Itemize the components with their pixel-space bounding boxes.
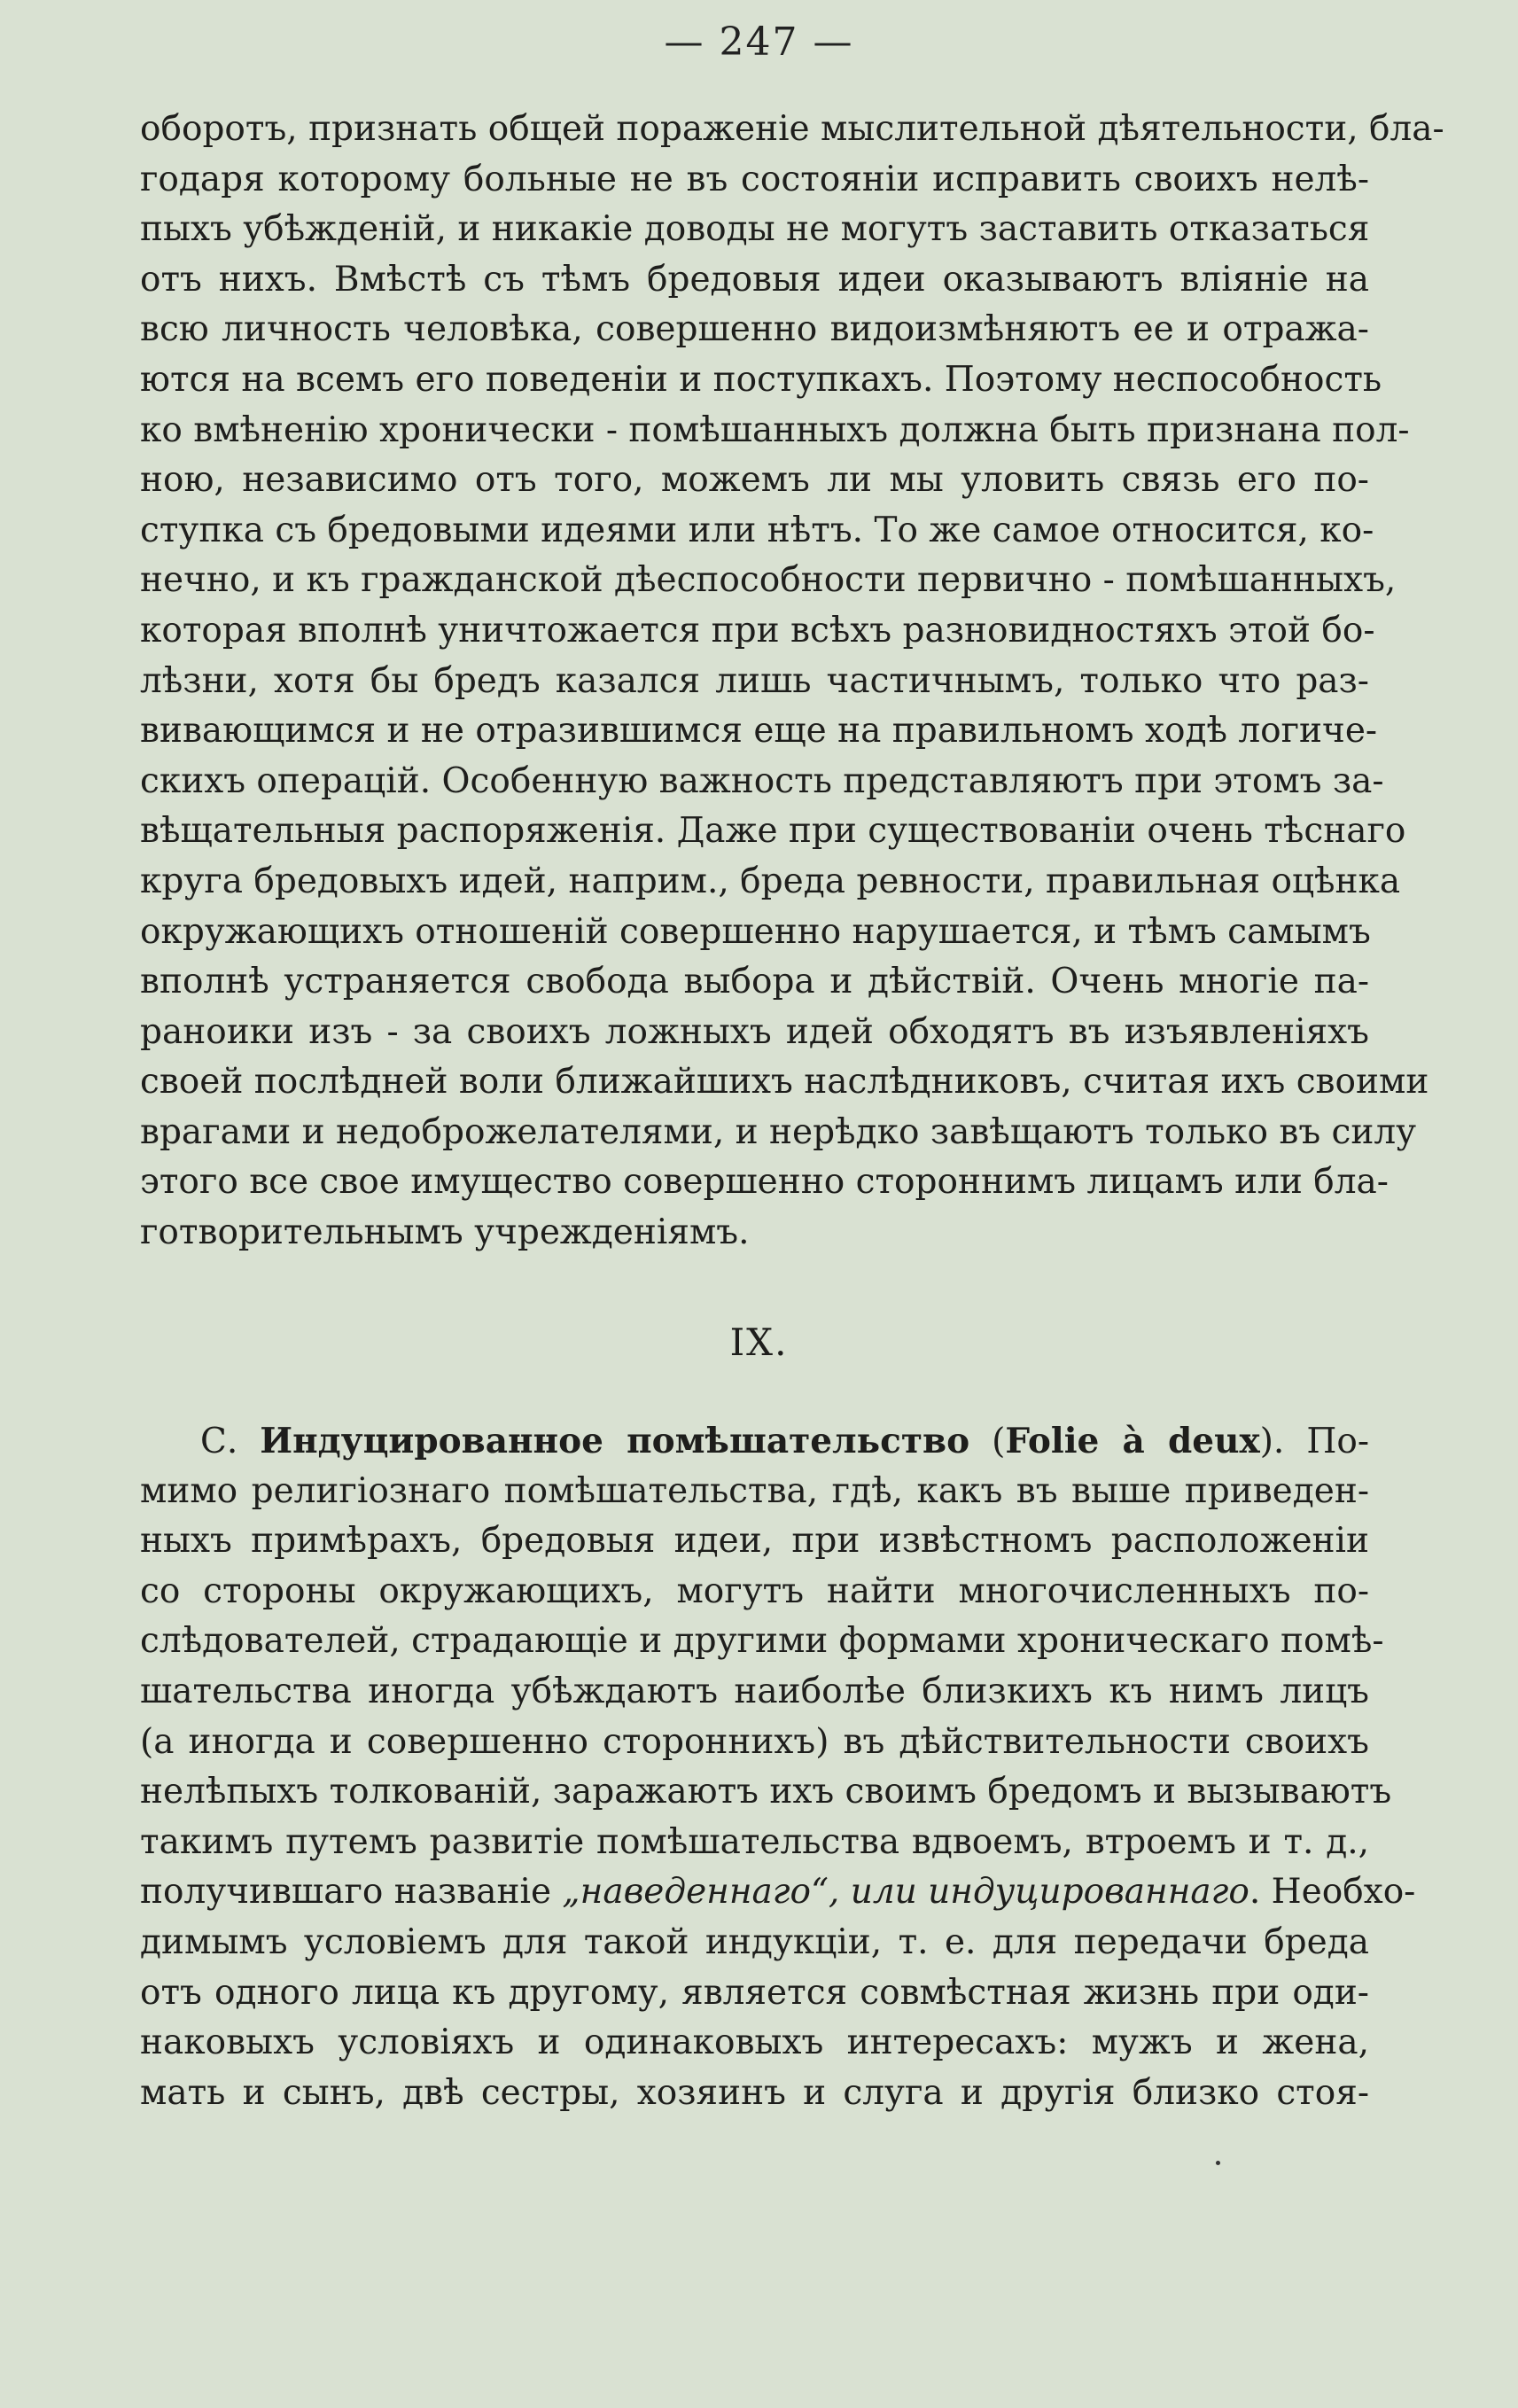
text-line: отъ одного лица къ другому, является совмѣстная жизнь при оди- [140,1972,1369,2013]
text-line: слѣдователей, страдающіе и другими формами хроническаго помѣ- [140,1621,1384,1662]
text-line: круга бредовыхъ идей, наприм., бреда ревности, правильная оцѣнка [140,861,1401,901]
text-line: ются на всемъ его поведеніи и поступкахъ. Поэтому неспособность [140,359,1382,400]
paragraph-1 [140,105,1444,1259]
text-line: шательства иногда убѣждаютъ наиболѣе близкихъ къ нимъ лицъ [140,1671,1369,1711]
italic-term: „наведеннаго“, или индуцированнаго [562,1872,1249,1913]
text-line: ною, независимо отъ того, можемъ ли мы уловить связь его по- [140,460,1369,501]
text-line: мимо религіознаго помѣшательства, гдѣ, какъ въ выше приведен- [140,1470,1369,1511]
text-line: вивающимся и не отразившимся еще на правильномъ ходѣ логиче- [140,711,1378,752]
section-heading: IX. [729,1321,789,1364]
paragraph-2 [140,1416,1416,2118]
italic-line-suffix: . Необхо- [1249,1872,1416,1913]
text-line: нелѣпыхъ толкованій, заражаютъ ихъ своимъ бредомъ и вызываютъ [140,1772,1392,1812]
text-line: нечно, и къ гражданской дѣеспособности первично - помѣшанныхъ, [140,560,1397,601]
text-line: скихъ операцій. Особенную важность представляютъ при этомъ за- [140,760,1384,801]
text-line: (а иногда и совершенно стороннихъ) въ дѣйствительности своихъ [140,1721,1369,1762]
text-line: годаря которому больные не въ состояніи исправить своихъ нелѣ- [140,159,1369,199]
section-letter: С. [200,1422,261,1461]
text-line: пыхъ убѣжденій, и никакіе доводы не могутъ заставить отказаться [140,209,1370,250]
text-line: которая вполнѣ уничтожается при всѣхъ разновидностяхъ этой бо- [140,610,1375,651]
text-line: мать и сынъ, двѣ сестры, хозяинъ и слуга и другія близко стоя- [140,2072,1369,2113]
text-line: этого все свое имущество совершенно стороннимъ лицамъ или бла- [140,1162,1389,1203]
text-line: оборотъ, признать общей пораженіе мыслительной дѣятельности, бла- [140,109,1444,149]
print-speck [1216,2161,1220,2165]
latin-term: Folie à deux [1005,1421,1260,1461]
italic-line [140,1867,1416,1918]
text-line: со стороны окружающихъ, могутъ найти многочисленныхъ по- [140,1570,1369,1611]
first-line-suffix: ). По- [1259,1422,1369,1461]
bold-term: Индуцированное помѣшательство [260,1421,970,1461]
page-number: — 247 — [664,19,854,65]
text-line: своей послѣдней воли ближайшихъ наслѣдниковъ, считая ихъ своими [140,1062,1429,1103]
text-line: такимъ путемъ развитіе помѣшательства вдвоемъ, втроемъ и т. д., [140,1821,1369,1862]
text-line: отъ нихъ. Вмѣстѣ съ тѣмъ бредовыя идеи оказываютъ вліяніе на [140,259,1369,300]
text-line: димымъ условіемъ для такой индукціи, т. е. для передачи бреда [140,1921,1369,1962]
text-line: ко вмѣненію хронически - помѣшанныхъ должна быть признана пол- [140,409,1410,450]
text-line: окружающихъ отношеній совершенно нарушается, и тѣмъ самымъ [140,911,1371,952]
paragraph-2-first-line [140,1416,1369,1467]
paren-open: ( [969,1422,1006,1461]
text-line: наковыхъ условіяхъ и одинаковыхъ интересахъ: мужъ и жена, [140,2022,1369,2063]
text-line: готворительнымъ учрежденіямъ. [140,1212,750,1253]
text-line: лѣзни, хотя бы бредъ казался лишь частичнымъ, только что раз- [140,660,1369,701]
italic-line-prefix: получившаго названіе [140,1872,563,1913]
text-line: раноики изъ - за своихъ ложныхъ идей обходятъ въ изъявленіяхъ [140,1011,1369,1052]
text-line: врагами и недоброжелателями, и нерѣдко завѣщаютъ только въ силу [140,1111,1417,1152]
text-line: ступка съ бредовыми идеями или нѣтъ. То же самое относится, ко- [140,510,1374,550]
text-line: вполнѣ устраняется свобода выбора и дѣйствій. Очень многіе па- [140,962,1369,1002]
text-line: ныхъ примѣрахъ, бредовыя идеи, при извѣстномъ расположеніи [140,1521,1369,1562]
text-line: вѣщательныя распоряженія. Даже при существованіи очень тѣснаго [140,811,1406,852]
text-line: всю личность человѣка, совершенно видоизмѣняютъ ее и отража- [140,309,1369,350]
